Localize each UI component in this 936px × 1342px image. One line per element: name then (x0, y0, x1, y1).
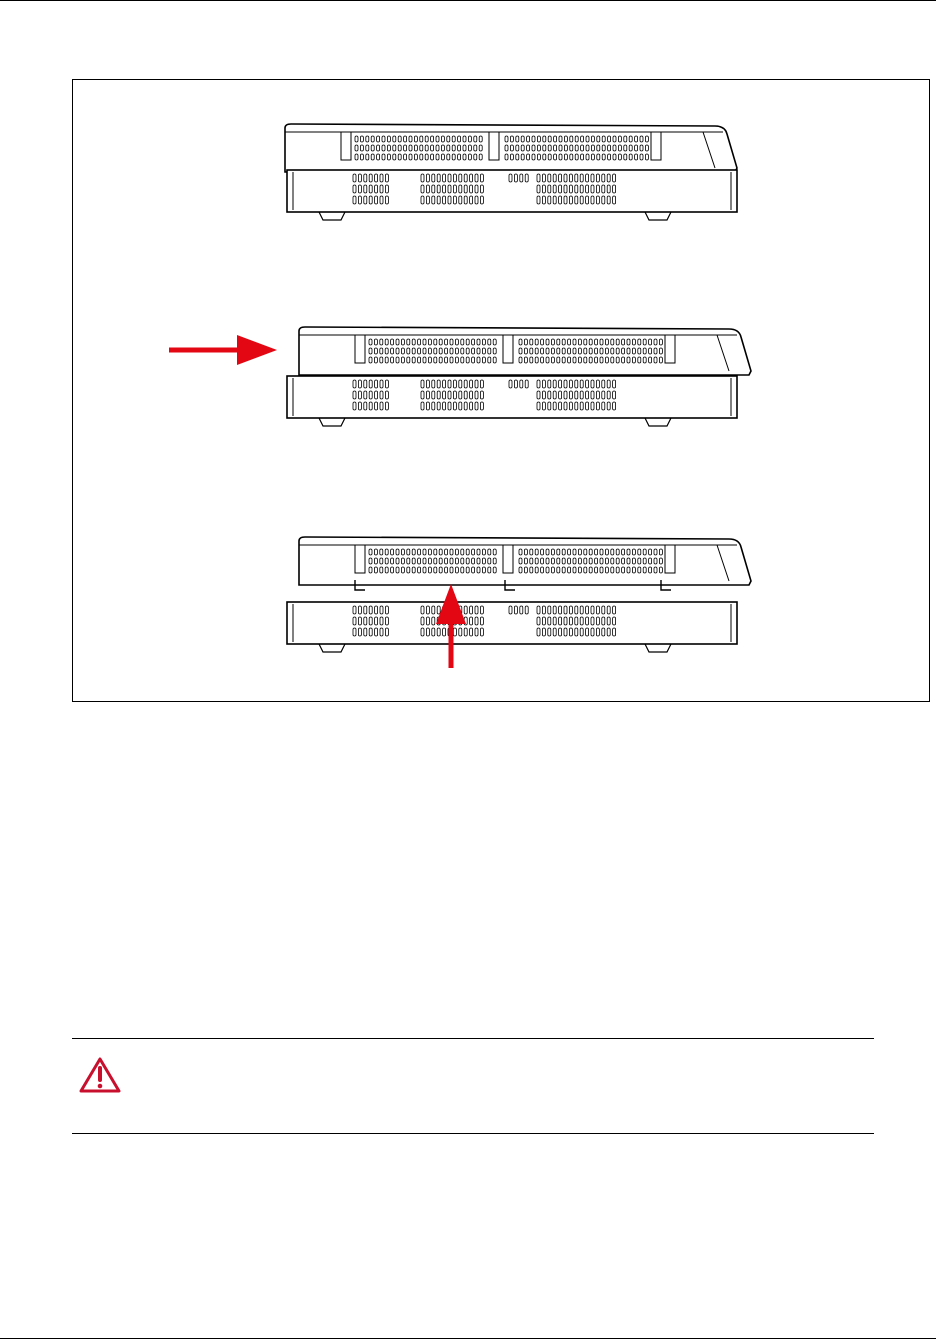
step1-top-cover (285, 124, 737, 172)
step3-base (287, 602, 737, 652)
assembly-illustration (73, 80, 929, 701)
step1-base (287, 170, 737, 220)
foot (319, 212, 345, 220)
step2-top-cover (299, 327, 751, 375)
slide-arrow (169, 335, 277, 365)
footer-rule (0, 1338, 936, 1339)
warning-note (72, 1038, 874, 1134)
foot (645, 644, 671, 652)
header-rule (0, 0, 936, 1)
foot (645, 212, 671, 220)
step2-base (287, 376, 737, 426)
foot (319, 644, 345, 652)
foot (645, 418, 671, 426)
assembly-figure (72, 79, 930, 702)
foot (319, 418, 345, 426)
warning-triangle-icon (78, 1056, 122, 1094)
step3-top-cover (299, 537, 751, 585)
